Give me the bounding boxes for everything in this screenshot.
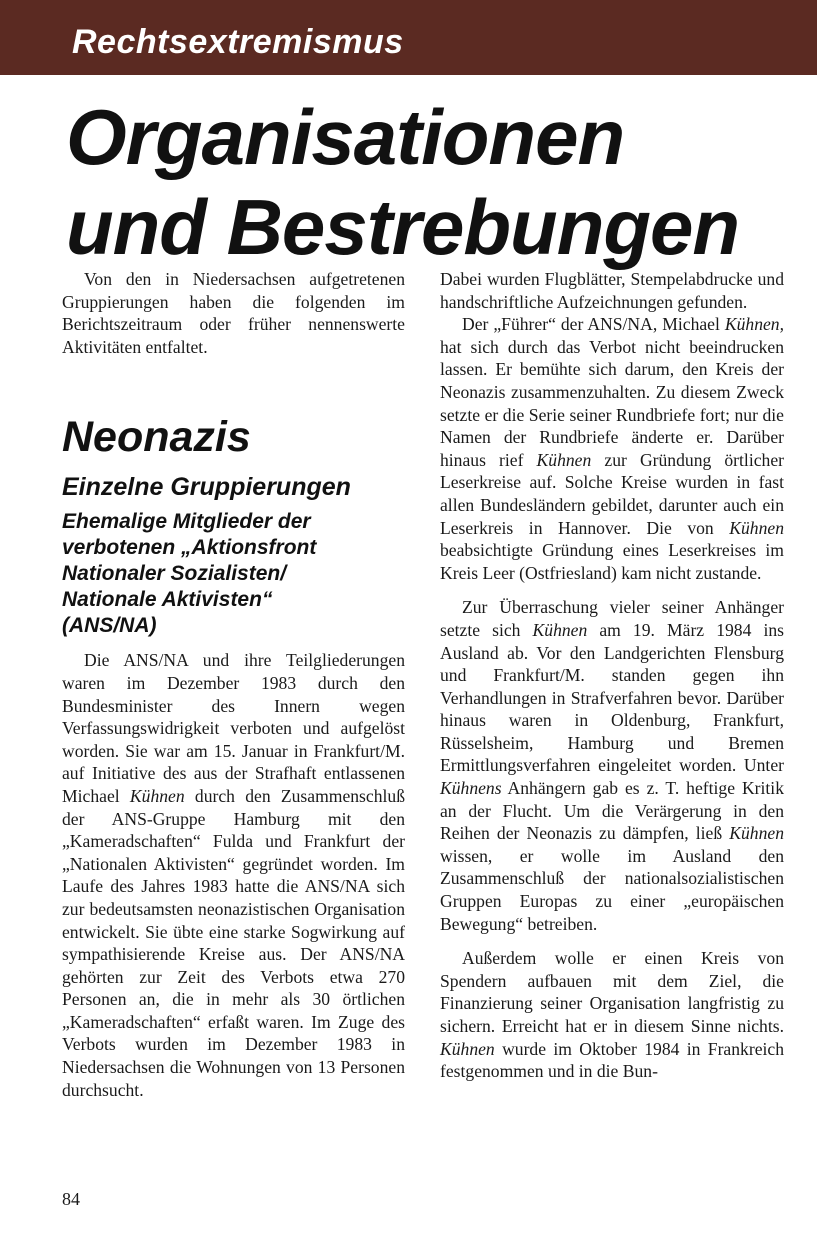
right-paragraph-1: Dabei wurden Flugblätter, Stempelabdrucke und handschriftliche Aufzeichnungen gefunden.: [440, 269, 784, 312]
p2-text-2: hat sich durch das Verbot nicht beeindrucken lassen. Er bemühte sich darum, den Kreis der Neonazis zusammenzuhalten. Zu diesem Zweck setzte er die Serie seiner Rundbriefe fort; nur die Namen der Rundbriefe änderte er. Darüber hinaus rief: [440, 336, 784, 470]
name-kuehnen: Kühnen: [440, 1038, 495, 1059]
p2-text-3: zur Gründung örtlicher Leserkreise auf. Solche Kreise wurden in fast allen Bundesländern gebildet, darunter auch ein Leserkreis in Hannover. Die von: [440, 449, 784, 538]
section-banner: [0, 0, 817, 75]
page-title-line-1: Organisationen: [66, 93, 625, 181]
p3-text-1: Zur Überraschung vieler seiner Anhänger setzte sich: [440, 597, 784, 640]
name-kuehnen: Kühnen,: [724, 314, 784, 335]
name-kuehnen: Kühnen: [532, 619, 588, 640]
right-paragraph-4: [440, 947, 784, 1083]
heading-ans-na-line-2: verbotenen „Aktionsfront: [62, 536, 317, 560]
p3-text-2: am 19. März 1984 ins Ausland ab. Vor den Landgerichten Flensburg und Frankfurt/M. standen gegen ihn Verhandlungen in Strafverfahren bevor. Darüber hinaus waren in Oldenburg, Frankfurt, Rüsselsheim, Hamburg und Bremen Ermittlungsverfahren eingeleitet worden. Unter: [440, 619, 784, 776]
section-title: Rechtsextremismus: [72, 23, 404, 61]
ans-na-text-2: durch den Zusammenschluß der ANS-Gruppe Hamburg mit den „Kameradschaften“ Fulda und Frankfurt der „Nationalen Aktivisten“ gegründet worden. Im Laufe des Jahres 1983 hatte die ANS/NA sich zur bedeutsamsten neonazistischen Organisation entwickelt. Sie übte eine starke Sogwirkung auf sympathisierende Kreise aus. Der ANS/NA gehörten zur Zeit des Verbots etwa 270 Personen an, die in mehr als 30 örtlichen „Kameradschaften“ erfaßt waren. Im Zuge des Verbots wurden im Dezember 1983 in Niedersachsen die Wohnungen von 13 Personen durchsucht.: [62, 785, 405, 1100]
right-paragraph-3: [440, 596, 784, 935]
p4-text-1: Außerdem wolle er einen Kreis von Spendern aufbauen mit dem Ziel, die Finanzierung seiner Organisation langfristig zu sichern. Erreicht hat er in diesem Sinne nichts.: [440, 948, 784, 1036]
page-title: [66, 92, 739, 272]
left-column: [62, 268, 405, 1101]
name-kuehnens: Kühnens: [440, 778, 502, 799]
page-number: 84: [62, 1189, 80, 1209]
right-column: [440, 268, 784, 1083]
heading-individual-groups: Einzelne Gruppierungen: [62, 473, 351, 502]
name-kuehnen: Kühnen: [536, 449, 592, 470]
heading-ans-na-line-4: Nationale Aktivisten“: [62, 588, 273, 612]
heading-ans-na-line-5: (ANS/NA): [62, 614, 157, 638]
p2-text-1: Der „Führer“ der ANS/NA, Michael: [462, 314, 725, 335]
heading-ans-na-line-1: Ehemalige Mitglieder der: [62, 510, 311, 534]
p4-text-2: wurde im Oktober 1984 in Frankreich festgenommen und in die Bun-: [440, 1038, 784, 1082]
intro-paragraph: Von den in Niedersachsen aufgetretenen Gruppierungen haben die folgenden im Berichtszeitraum oder früher nennenswerte Aktivitäten entfaltet.: [62, 269, 405, 357]
heading-ans-na: [62, 509, 405, 639]
ans-na-text-1: Die ANS/NA und ihre Teilgliederungen waren im Dezember 1983 durch den Bundesminister des Innern wegen Verfassungswidrigkeit verboten und aufgelöst worden. Sie war am 15. Januar in Frankfurt/M. auf Initiative des aus der Strafhaft entlassenen Michael: [62, 650, 405, 806]
p3-text-3: Anhängern gab es z. T. heftige Kritik an der Flucht. Um die Verärgerung in den Reihen der Neonazis zu dämpfen, ließ: [440, 778, 784, 844]
page-title-line-2: und Bestrebungen: [66, 183, 740, 271]
name-kuehnen: Kühnen: [729, 823, 784, 844]
name-kuehnen: Kühnen: [129, 785, 185, 806]
ans-na-paragraph: [62, 649, 405, 1101]
heading-ans-na-line-3: Nationaler Sozialisten/: [62, 562, 287, 586]
right-paragraph-2: [440, 313, 784, 584]
name-kuehnen: Kühnen: [729, 517, 784, 538]
p2-text-4: beabsichtigte Gründung eines Leserkreises im Kreis Leer (Ostfriesland) kam nicht zustande.: [440, 540, 784, 583]
heading-neonazis: Neonazis: [62, 413, 251, 462]
p3-text-4: wissen, er wolle im Ausland den Zusammenschluß der nationalsozialistischen Gruppen Europas zu einer „europäischen Bewegung“ betreiben.: [440, 845, 784, 934]
